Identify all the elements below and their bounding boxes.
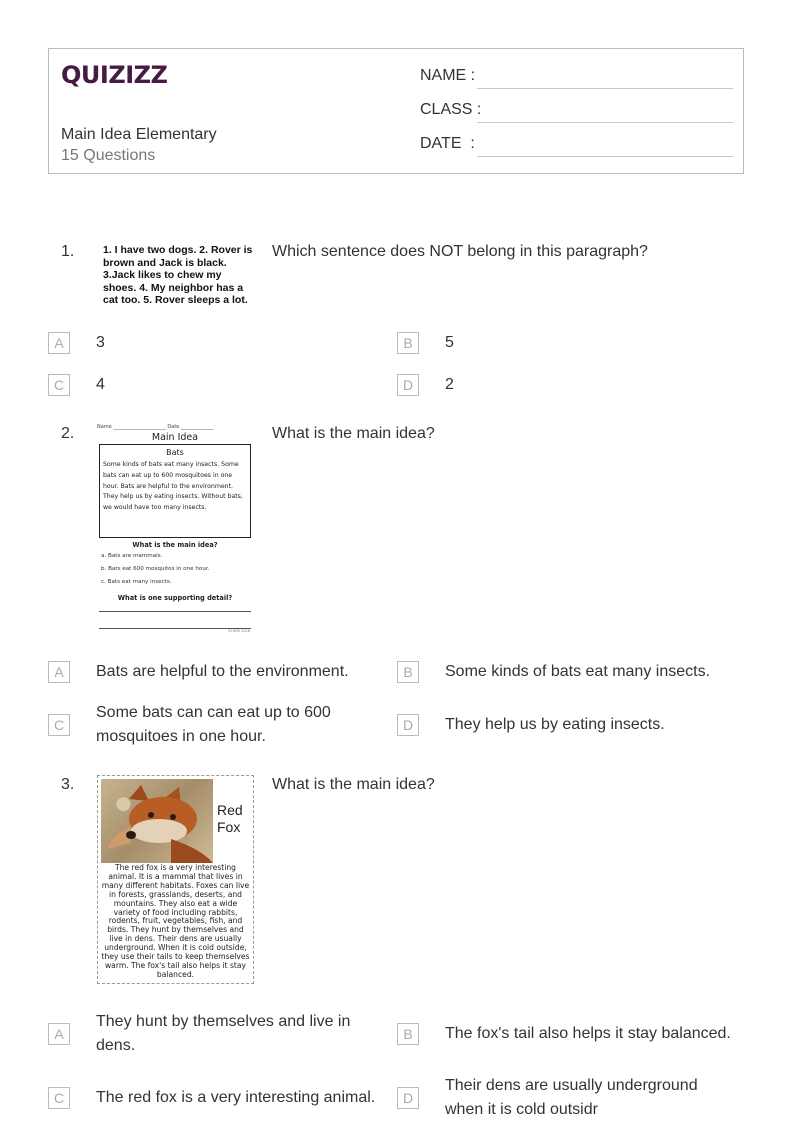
option-c-box[interactable]: C [48,714,70,736]
sentence-number: 2. [199,244,209,256]
name-line[interactable] [477,88,733,89]
question-number: 3. [61,776,75,793]
option-a-text: Bats are helpful to the environment. [96,663,349,680]
date-line[interactable] [477,156,733,157]
date-field [420,135,733,157]
worksheet-title: Main Idea [151,432,199,443]
sentence-number: 3. [103,269,112,281]
question-count: 15 Questions [61,147,156,164]
option-d-text: 2 [445,376,454,393]
red-fox-photo [101,779,213,863]
dogs-paragraph [103,244,253,307]
option-c-text: The red fox is a very interesting animal. [96,1089,376,1106]
sentence-text: Rover sleeps a lot. [152,294,248,306]
sentence-number: 5. [143,294,153,306]
option-d-box[interactable]: D [397,374,419,396]
name-date-line: Name _____________________ Date _____________ [97,424,214,430]
sentence-text: My neighbor has a cat too. [103,281,244,306]
question-text: What is the main idea? [272,425,435,442]
option-b-text: The fox's tail also helps it stay balanced. [445,1025,731,1042]
fox-passage-text: The red fox is a very interesting animal. It is a mammal that lives in many different habitats. Foxes can live in forests, grasslands, deserts, and mountains. They also eat a wide variety of food including rabbits, rodents, fruit, vegetables, fish, and birds. They hunt by themselves and live in dens. Their dens are usually underground. When it is cold outside, they use their tails to keep themselves warm. The fox's tail also helps it stay balanced. [101,863,250,979]
sentence-text: Jack likes to chew my shoes. [103,269,222,294]
sentence-text: I have two dogs. [111,244,200,256]
red-fox-label: Red Fox [217,802,243,835]
option-a-box[interactable]: A [48,332,70,354]
name-field [420,67,733,89]
option-d-box[interactable]: D [397,1087,419,1109]
fox-worksheet-image [97,775,254,984]
worksheet-question: What is the main idea? [132,541,218,549]
question-number: 2. [61,425,75,442]
worksheet-choice: b. Bats eat 600 mosquitos in one hour. [101,566,210,572]
question-text: What is the main idea? [272,776,435,793]
passage-text: Some kinds of bats eat many insects. Some bats can eat up to 600 mosquitoes in one hour. Bats are helpful to the environment. They help us by eating insects. Without bats, we would have too many insects. [103,461,243,512]
fox-illustration [101,779,213,863]
class-line[interactable] [477,122,733,123]
date-label: DATE : [420,135,475,152]
passage-title: Bats [166,448,184,457]
option-c-box[interactable]: C [48,374,70,396]
option-d-text: They help us by eating insects. [445,716,665,733]
sentence-number: 4. [139,281,148,294]
option-c-text: Some bats can can eat up to 600 mosquitoes in one hour. [96,704,331,745]
option-a-text: 3 [96,334,105,351]
option-a-box[interactable]: A [48,661,70,683]
worksheet-choice: c. Bats eat many insects. [101,579,172,585]
option-c-text: 4 [96,376,105,393]
quizizz-logo: QUIZIZZ [61,61,168,89]
class-label: CLASS : [420,101,482,118]
option-b-box[interactable]: B [397,1023,419,1045]
worksheet-choice: a. Bats are mammals. [101,553,163,559]
option-a-text: They hunt by themselves and live in dens. [96,1013,351,1054]
option-d-text: Their dens are usually underground when it is cold outsidr [445,1077,698,1118]
worksheet-question: What is one supporting detail? [117,594,233,602]
answer-line [99,611,251,612]
worksheet-credit: ©HGRI 2016 [227,629,250,633]
name-label: NAME : [420,67,476,84]
class-field [420,101,733,123]
quiz-title: Main Idea Elementary [61,126,217,143]
sentence-number: 1. [103,244,112,256]
option-a-box[interactable]: A [48,1023,70,1045]
question-text: Which sentence does NOT belong in this paragraph? [272,243,648,260]
option-b-box[interactable]: B [397,661,419,683]
bats-worksheet-image [97,422,253,636]
option-b-text: Some kinds of bats eat many insects. [445,663,711,680]
option-b-box[interactable]: B [397,332,419,354]
sentence-text: Rover is brown and Jack is black. [103,244,253,269]
passage-box [99,444,251,538]
option-b-text: 5 [445,334,454,351]
question-number: 1. [61,243,75,260]
option-d-box[interactable]: D [397,714,419,736]
worksheet-header [48,48,744,174]
option-c-box[interactable]: C [48,1087,70,1109]
